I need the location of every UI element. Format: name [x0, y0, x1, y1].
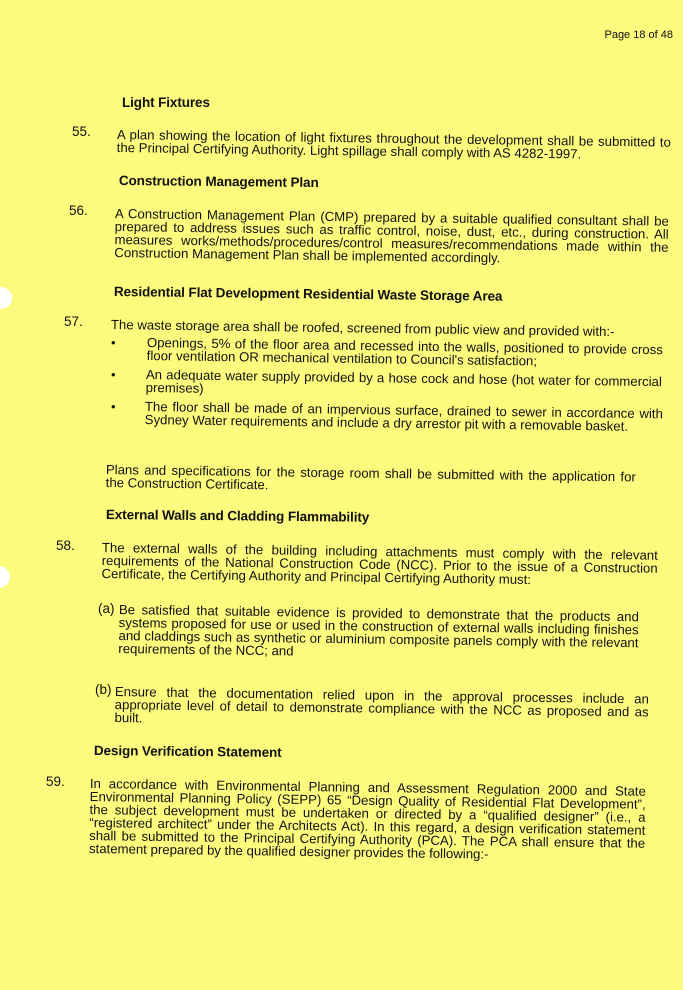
- condition-text: The external walls of the building including attachments must comply with the relevant requirements of the National Construction Code (NCC). Prior to the issue of a Construction Certificate, the Certifying Authority and Principal Certifying Authority must:: [101, 540, 658, 587]
- section-heading: Construction Management Plan: [118, 173, 319, 191]
- condition-text: In accordance with Environmental Planning and Assessment Regulation 2000 and State Environmental Planning Policy (SEPP) 65 “Design Quality of Residential Flat Development”, the subject development must be undertaken or directed by a “qualified designer” (i.e., a “registered architect” under the Architects Act). In this regard, a design verification statement shall be submitted to the Principal Certifying Authority (PCA). The PCA shall ensure that the statement prepared by the qualified designer provides the following:-: [88, 776, 646, 862]
- condition-number: 57.: [64, 314, 83, 329]
- condition-number: 55.: [72, 124, 91, 139]
- condition-text: A plan showing the location of light fixtures throughout the development shall be submitted to the Principal Certifying Authority. Light spillage shall comply with AS 4282-1997.: [116, 127, 671, 162]
- bullet-icon: •: [111, 367, 116, 382]
- bullet-text: An adequate water supply provided by a hose cock and hose (hot water for commercial premises): [145, 367, 662, 396]
- bullet-icon: •: [111, 335, 116, 350]
- condition-number: 59.: [46, 774, 65, 789]
- subitem-label: (a): [98, 601, 115, 616]
- bullet-text: Openings, 5% of the floor area and recessed into the walls, positioned to provide cross floor ventilation OR mechanical ventilation to Council's satisfaction;: [146, 335, 663, 369]
- condition-number: 56.: [69, 203, 88, 218]
- section-heading: Residential Flat Development Residential Waste Storage Area: [113, 284, 503, 304]
- section-heading: Light Fixtures: [122, 95, 210, 110]
- bullet-text: The floor shall be made of an impervious surface, drained to sewer in accordance with Sydney Water requirements and include a dry arrestor pit with a removable basket.: [144, 399, 663, 434]
- condition-intro: The waste storage area shall be roofed, screened from public view and provided with:-: [110, 317, 615, 340]
- bullet-icon: •: [111, 399, 116, 414]
- page-number: Page 18 of 48: [604, 29, 673, 41]
- punch-hole: [0, 566, 10, 588]
- section-heading: Design Verification Statement: [93, 743, 282, 760]
- subitem-text: Be satisfied that suitable evidence is provided to demonstrate that the products and systems proposed for use or used in the construction of external walls including finishes and claddings such as synthetic or aluminium composite panels comply with the relevant requirements of the NCC; and: [118, 602, 639, 659]
- subitem-label: (b): [95, 682, 112, 697]
- condition-text: A Construction Management Plan (CMP) prepared by a suitable qualified consultant shall be prepared to address issues such as traffic control, noise, dust, etc., during construction. All measures works/methods/procedures/control measures/recommendations made within the Construction Management Plan shall be implemented accordingly.: [114, 206, 669, 266]
- condition-closing: Plans and specifications for the storage room shall be submitted with the application for the Construction Certificate.: [105, 462, 636, 493]
- condition-number: 58.: [56, 538, 75, 553]
- punch-hole: [0, 287, 12, 309]
- section-heading: External Walls and Cladding Flammability: [105, 507, 370, 525]
- subitem-text: Ensure that the documentation relied upon in the approval processes include an appropriate level of detail to demonstrate compliance with the NCC as proposed and as built.: [114, 684, 649, 726]
